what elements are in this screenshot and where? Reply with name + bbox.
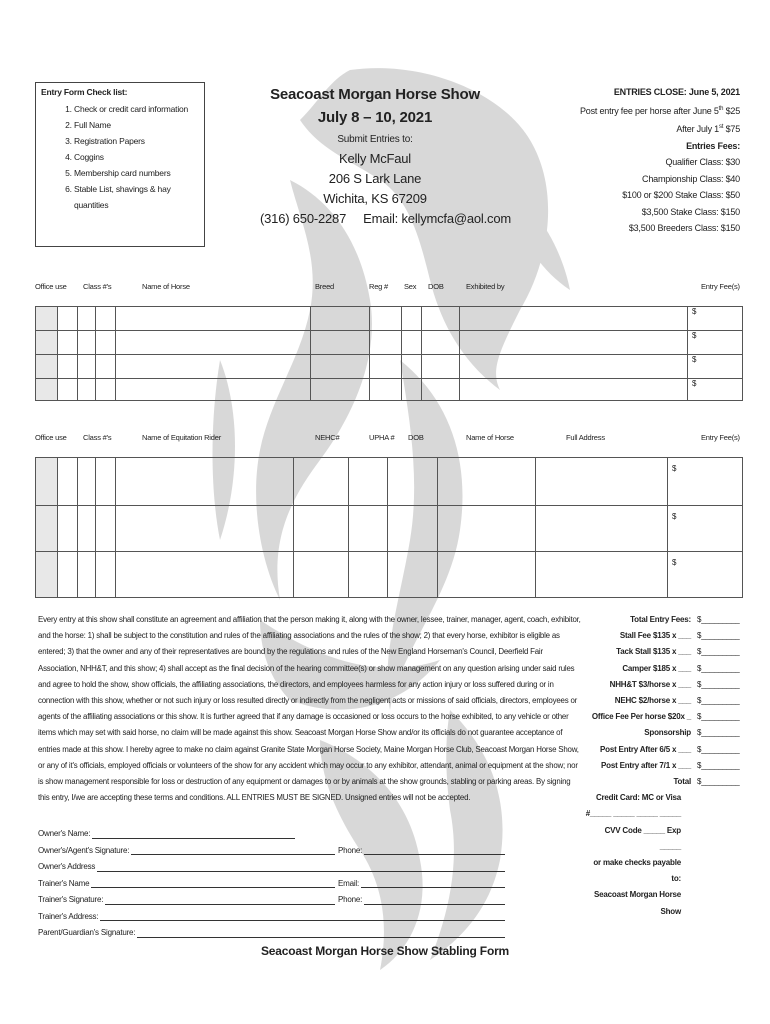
equitation-entry-table <box>35 457 743 598</box>
fee-row: Total Entry Fees: $_________ <box>630 615 740 624</box>
t1-header-fee: Entry Fee(s) <box>701 282 740 291</box>
fee-row: Total $_________ <box>673 777 740 787</box>
t2-header-horse: Name of Horse <box>466 433 514 442</box>
owner-name-field[interactable] <box>92 826 295 839</box>
class-fee: $3,500 Stake Class: $150 <box>641 206 740 217</box>
owner-phone-field[interactable] <box>364 843 505 856</box>
owner-address-row: Owner's Address <box>38 859 508 876</box>
fee-row: Office Fee Per horse $20x _ $_________ <box>591 712 740 722</box>
checklist-item: 4. Coggins <box>74 149 199 165</box>
payment-note: #_____ _____ _____ _____ <box>585 809 681 819</box>
payment-note: or make checks payable to: <box>593 858 681 884</box>
table-row <box>36 458 743 506</box>
horse-entry-table <box>35 306 743 401</box>
owner-name-row: Owner's Name: <box>38 826 298 843</box>
post-entry-fee: Post entry fee per horse after June 5th $25 <box>579 105 740 116</box>
table-row <box>36 355 743 379</box>
entry-fee-cell[interactable]: $ <box>668 506 743 552</box>
entry-fee-cell[interactable]: $ <box>688 355 743 379</box>
contact-name: Kelly McFaul <box>338 151 411 166</box>
t2-header-fee: Entry Fee(s) <box>701 433 740 442</box>
checklist-item: 3. Registration Papers <box>74 133 199 149</box>
submit-label: Submit Entries to: <box>337 134 413 145</box>
table-row <box>36 506 743 552</box>
entries-fees-heading: Entries Fees: <box>686 140 740 151</box>
fee-row: Stall Fee $135 x ___ $_________ <box>619 631 740 641</box>
show-title: Seacoast Morgan Horse Show <box>270 86 480 103</box>
checklist-box <box>35 82 205 247</box>
terms-paragraph: Every entry at this show shall constitute an agreement and affiliation that the person making it, along with the owner, lessee, trainer, manager, agent, coach, exhibitor, and the horse: 1) shall be subject to the constitution and rules of the affiliating associations and the rules of the show; 2) that every horse, exhibitor is eligible as entered; 3) that the owner and any of their representatives are bound by the regulations and rules of the New England Horseman's Council, Deerfield Fair Association, NHH&T, and this show; 4) shall accept as the final decision of the hearing committee(s) or show management on any question arising under said rules and agree to hold the show, show officials, the affiliating associations, the directors, and employees harmless for any action injury or loss suffered during or in connection with this show, whether or not such injury or loss resulted directly or indirectly from the negligent acts or missions of said officials, directors, employees or agents of the affiliating associations or this show. It is further agreed that if any damage is occasioned or loss occurs to the horse exhibited, to any vehicle or other items which may set with said horse, no claim will be made against this show. Seacoast Morgan Horse Show and/or its officials do not guarantee acceptance of entries made at this show. I hereby agree to make no claim against Granite State Morgan Horse Society, Maine Morgan Horse Club, Seacoast Morgan Horse Show, or any of it's officials, employed officials or volunteers of the show for any accident which may occur to any exhibitor, attendant, animal or equipment at the show; nor is show management responsible for loss or destruction of any equipment or damages to or by animals at the show grounds, stabling or parking areas. By signing this entry, I/we are accepting these terms and conditions. ALL ENTRIES MUST BE SIGNED. Unsigned entries will not be accepted. <box>38 615 581 803</box>
t2-header-address: Full Address <box>566 433 605 442</box>
t1-header-office: Office use <box>35 282 67 291</box>
t2-header-dob: DOB <box>408 433 424 442</box>
class-fee: $3,500 Breeders Class: $150 <box>628 223 740 233</box>
parent-sig-row: Parent/Guardian's Signature: <box>38 925 508 942</box>
table-row <box>36 552 743 598</box>
trainer-name-field[interactable] <box>91 876 335 889</box>
entry-fee-cell[interactable]: $ <box>688 379 743 401</box>
trainer-sig-row: Trainer's Signature: Phone: <box>38 892 508 909</box>
parent-signature-field[interactable] <box>137 925 505 938</box>
t1-header-dob: DOB <box>428 282 444 291</box>
show-header <box>260 86 511 229</box>
after-july-fee: After July 1st $75 <box>676 124 740 134</box>
fee-summary <box>585 612 745 920</box>
fee-row: NEHC $2/horse x ___ $_________ <box>614 696 740 706</box>
t1-header-sex: Sex <box>404 282 417 291</box>
t2-header-rider: Name of Equitation Rider <box>142 433 221 442</box>
fee-row: NHH&T $3/horse x ___ $_________ <box>609 679 740 689</box>
checklist-list <box>41 101 199 213</box>
entry-fee-cell[interactable]: $ <box>688 331 743 355</box>
trainer-email-field[interactable] <box>361 876 505 889</box>
signature-block <box>38 826 508 942</box>
t2-header-nehc: NEHC# <box>315 433 340 442</box>
owner-address-field[interactable] <box>97 859 505 872</box>
t2-header-upha: UPHA # <box>369 433 395 442</box>
entry-fee-cell[interactable]: $ <box>668 552 743 598</box>
t1-header-reg: Reg # <box>369 282 389 291</box>
fees-info <box>540 84 740 237</box>
trainer-address-field[interactable] <box>100 909 505 922</box>
class-fee: $100 or $200 Stake Class: $50 <box>622 190 740 200</box>
t1-header-exhibited: Exhibited by <box>466 282 505 291</box>
t2-header-office: Office use <box>35 433 67 442</box>
owner-sig-row: Owner's/Agent's Signature: Phone: <box>38 843 508 860</box>
fee-row: Camper $185 x ___ $_________ <box>622 663 740 673</box>
contact-street: 206 S Lark Lane <box>328 171 422 186</box>
fee-row: Post Entry After 6/5 x ___ $_________ <box>600 744 740 754</box>
checklist-item: 5. Membership card numbers <box>74 165 199 181</box>
checklist-title: Entry Form Check list: <box>41 87 128 97</box>
trainer-name-row: Trainer's Name Email: <box>38 876 508 893</box>
t1-header-class: Class #'s <box>83 282 112 291</box>
table-row <box>36 331 743 355</box>
stabling-form-title: Seacoast Morgan Horse Show Stabling Form <box>260 944 510 958</box>
t2-header-class: Class #'s <box>83 433 112 442</box>
class-fee: Championship Class: $40 <box>642 173 740 184</box>
payment-note: Show <box>660 906 681 916</box>
show-dates: July 8 – 10, 2021 <box>317 109 433 126</box>
payment-note: CVV Code _____ Exp _____ <box>604 825 681 851</box>
trainer-phone-field[interactable] <box>364 892 505 905</box>
entries-close: ENTRIES CLOSE: June 5, 2021 <box>613 87 740 97</box>
checklist-item: 2. Full Name <box>74 117 199 133</box>
class-fee: Qualifier Class: $30 <box>665 157 740 167</box>
t1-header-breed: Breed <box>315 282 335 291</box>
checklist-item: 1. Check or credit card information <box>74 101 199 117</box>
fee-row: Post Entry after 7/1 x ___ $_________ <box>601 760 740 770</box>
fee-row: Sponsorship $_________ <box>644 728 740 738</box>
payment-note: Credit Card: MC or Visa <box>595 793 681 803</box>
entry-fee-cell[interactable]: $ <box>688 307 743 331</box>
payment-note: Seacoast Morgan Horse <box>594 890 681 900</box>
entry-fee-cell[interactable]: $ <box>668 458 743 506</box>
trainer-signature-field[interactable] <box>105 892 335 905</box>
fee-row: Tack Stall $135 x ___ $_________ <box>616 647 740 657</box>
contact-phone-email: (316) 650-2287 Email: kellymcfa@aol.com <box>260 211 511 226</box>
trainer-address-row: Trainer's Address: <box>38 909 508 926</box>
table-row <box>36 307 743 331</box>
table-row <box>36 379 743 401</box>
checklist-item: 6. Stable List, shavings & hay quantities <box>74 181 199 213</box>
t1-header-horse: Name of Horse <box>142 282 190 291</box>
contact-city: Wichita, KS 67209 <box>323 191 427 206</box>
owner-signature-field[interactable] <box>131 843 335 856</box>
